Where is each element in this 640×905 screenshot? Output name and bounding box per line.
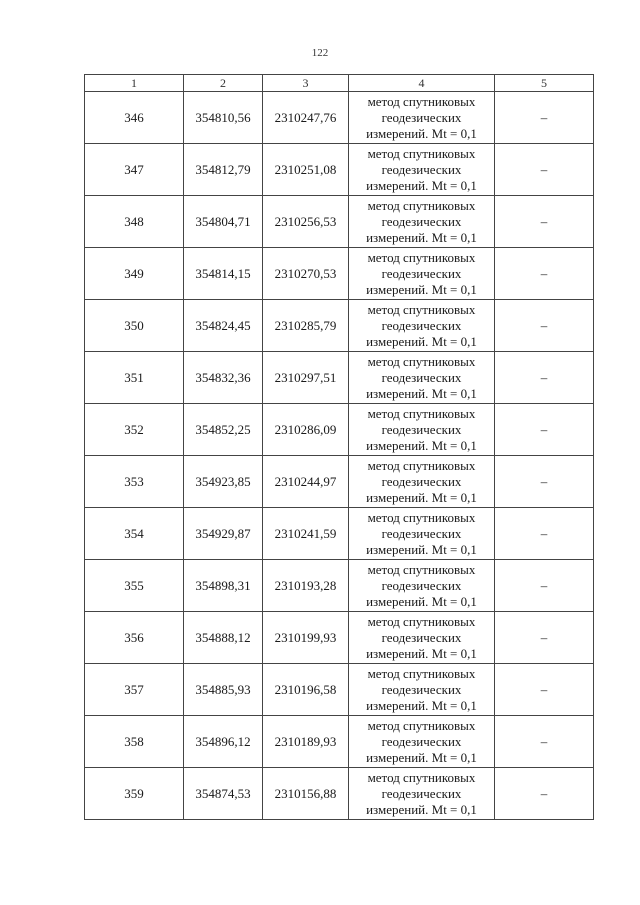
table-header-row bbox=[85, 75, 594, 92]
x-coordinate-cell: 354885,93 bbox=[184, 664, 263, 716]
method-cell bbox=[349, 456, 495, 508]
y-coordinate-cell: 2310247,76 bbox=[263, 92, 349, 144]
method-line: геодезических bbox=[381, 213, 462, 229]
point-number-cell: 352 bbox=[85, 404, 184, 456]
method-cell bbox=[349, 248, 495, 300]
method-line: геодезических bbox=[381, 733, 462, 749]
method-line: геодезических bbox=[381, 161, 462, 177]
y-coordinate-cell: 2310244,97 bbox=[263, 456, 349, 508]
x-coordinate-cell: 354852,25 bbox=[184, 404, 263, 456]
method-line: геодезических bbox=[381, 629, 462, 645]
method-line: геодезических bbox=[381, 525, 462, 541]
method-line: геодезических bbox=[381, 265, 462, 281]
header-cell: 5 bbox=[495, 75, 594, 92]
note-cell: – bbox=[495, 248, 594, 300]
table-row bbox=[85, 92, 594, 144]
table-row bbox=[85, 352, 594, 404]
method-line: геодезических bbox=[381, 473, 462, 489]
method-cell bbox=[349, 196, 495, 248]
method-cell bbox=[349, 300, 495, 352]
note-cell: – bbox=[495, 92, 594, 144]
note-cell: – bbox=[495, 352, 594, 404]
note-cell: – bbox=[495, 456, 594, 508]
point-number-cell: 357 bbox=[85, 664, 184, 716]
page-number: 122 bbox=[311, 47, 329, 59]
method-line: измерений. Mt = 0,1 bbox=[366, 437, 477, 453]
method-line: измерений. Mt = 0,1 bbox=[366, 385, 477, 401]
point-number-cell: 355 bbox=[85, 560, 184, 612]
y-coordinate-cell: 2310199,93 bbox=[263, 612, 349, 664]
note-cell: – bbox=[495, 664, 594, 716]
table-row bbox=[85, 560, 594, 612]
note-cell: – bbox=[495, 716, 594, 768]
x-coordinate-cell: 354804,71 bbox=[184, 196, 263, 248]
note-cell: – bbox=[495, 768, 594, 820]
method-line: измерений. Mt = 0,1 bbox=[366, 801, 477, 817]
method-cell bbox=[349, 144, 495, 196]
method-line: измерений. Mt = 0,1 bbox=[366, 489, 477, 505]
x-coordinate-cell: 354923,85 bbox=[184, 456, 263, 508]
table-row bbox=[85, 404, 594, 456]
y-coordinate-cell: 2310251,08 bbox=[263, 144, 349, 196]
point-number-cell: 349 bbox=[85, 248, 184, 300]
table-row bbox=[85, 300, 594, 352]
header-cell: 4 bbox=[349, 75, 495, 92]
table-row bbox=[85, 716, 594, 768]
y-coordinate-cell: 2310156,88 bbox=[263, 768, 349, 820]
method-line: измерений. Mt = 0,1 bbox=[366, 541, 477, 557]
method-line: геодезических bbox=[381, 785, 462, 801]
method-line: метод спутниковых bbox=[367, 665, 476, 681]
method-line: измерений. Mt = 0,1 bbox=[366, 281, 477, 297]
method-line: измерений. Mt = 0,1 bbox=[366, 177, 477, 193]
method-cell bbox=[349, 612, 495, 664]
method-line: метод спутниковых bbox=[367, 457, 476, 473]
x-coordinate-cell: 354824,45 bbox=[184, 300, 263, 352]
method-line: метод спутниковых bbox=[367, 405, 476, 421]
method-line: измерений. Mt = 0,1 bbox=[366, 645, 477, 661]
method-line: геодезических bbox=[381, 317, 462, 333]
method-line: метод спутниковых bbox=[367, 509, 476, 525]
y-coordinate-cell: 2310241,59 bbox=[263, 508, 349, 560]
point-number-cell: 347 bbox=[85, 144, 184, 196]
point-number-cell: 350 bbox=[85, 300, 184, 352]
note-cell: – bbox=[495, 196, 594, 248]
method-line: метод спутниковых bbox=[367, 197, 476, 213]
note-cell: – bbox=[495, 612, 594, 664]
header-cell: 3 bbox=[263, 75, 349, 92]
note-cell: – bbox=[495, 144, 594, 196]
y-coordinate-cell: 2310285,79 bbox=[263, 300, 349, 352]
note-cell: – bbox=[495, 404, 594, 456]
method-cell bbox=[349, 352, 495, 404]
x-coordinate-cell: 354898,31 bbox=[184, 560, 263, 612]
y-coordinate-cell: 2310193,28 bbox=[263, 560, 349, 612]
x-coordinate-cell: 354929,87 bbox=[184, 508, 263, 560]
method-cell bbox=[349, 716, 495, 768]
x-coordinate-cell: 354832,36 bbox=[184, 352, 263, 404]
table-row bbox=[85, 248, 594, 300]
method-line: геодезических bbox=[381, 577, 462, 593]
point-number-cell: 356 bbox=[85, 612, 184, 664]
method-line: метод спутниковых bbox=[367, 561, 476, 577]
y-coordinate-cell: 2310286,09 bbox=[263, 404, 349, 456]
point-number-cell: 348 bbox=[85, 196, 184, 248]
method-line: метод спутниковых bbox=[367, 717, 476, 733]
y-coordinate-cell: 2310270,53 bbox=[263, 248, 349, 300]
method-line: измерений. Mt = 0,1 bbox=[366, 125, 477, 141]
y-coordinate-cell: 2310196,58 bbox=[263, 664, 349, 716]
note-cell: – bbox=[495, 300, 594, 352]
method-line: метод спутниковых bbox=[367, 301, 476, 317]
header-cell: 2 bbox=[184, 75, 263, 92]
note-cell: – bbox=[495, 508, 594, 560]
method-line: измерений. Mt = 0,1 bbox=[366, 749, 477, 765]
point-number-cell: 359 bbox=[85, 768, 184, 820]
y-coordinate-cell: 2310189,93 bbox=[263, 716, 349, 768]
method-line: измерений. Mt = 0,1 bbox=[366, 333, 477, 349]
method-line: геодезических bbox=[381, 369, 462, 385]
note-cell: – bbox=[495, 560, 594, 612]
y-coordinate-cell: 2310297,51 bbox=[263, 352, 349, 404]
method-cell bbox=[349, 664, 495, 716]
method-line: метод спутниковых bbox=[367, 145, 476, 161]
point-number-cell: 358 bbox=[85, 716, 184, 768]
method-line: геодезических bbox=[381, 109, 462, 125]
method-line: геодезических bbox=[381, 681, 462, 697]
x-coordinate-cell: 354888,12 bbox=[184, 612, 263, 664]
table-row bbox=[85, 664, 594, 716]
method-line: метод спутниковых bbox=[367, 249, 476, 265]
point-number-cell: 353 bbox=[85, 456, 184, 508]
x-coordinate-cell: 354814,15 bbox=[184, 248, 263, 300]
method-cell bbox=[349, 92, 495, 144]
x-coordinate-cell: 354896,12 bbox=[184, 716, 263, 768]
x-coordinate-cell: 354874,53 bbox=[184, 768, 263, 820]
table-row bbox=[85, 768, 594, 820]
method-line: метод спутниковых bbox=[367, 769, 476, 785]
method-cell bbox=[349, 508, 495, 560]
method-cell bbox=[349, 404, 495, 456]
x-coordinate-cell: 354810,56 bbox=[184, 92, 263, 144]
method-line: геодезических bbox=[381, 421, 462, 437]
method-line: измерений. Mt = 0,1 bbox=[366, 697, 477, 713]
table-row bbox=[85, 508, 594, 560]
coordinates-table bbox=[84, 74, 594, 820]
method-cell bbox=[349, 768, 495, 820]
table-row bbox=[85, 612, 594, 664]
point-number-cell: 351 bbox=[85, 352, 184, 404]
header-cell: 1 bbox=[85, 75, 184, 92]
table-row bbox=[85, 456, 594, 508]
method-line: метод спутниковых bbox=[367, 353, 476, 369]
table-row bbox=[85, 144, 594, 196]
method-cell bbox=[349, 560, 495, 612]
method-line: метод спутниковых bbox=[367, 93, 476, 109]
point-number-cell: 354 bbox=[85, 508, 184, 560]
y-coordinate-cell: 2310256,53 bbox=[263, 196, 349, 248]
method-line: измерений. Mt = 0,1 bbox=[366, 229, 477, 245]
point-number-cell: 346 bbox=[85, 92, 184, 144]
method-line: метод спутниковых bbox=[367, 613, 476, 629]
method-line: измерений. Mt = 0,1 bbox=[366, 593, 477, 609]
table-row bbox=[85, 196, 594, 248]
x-coordinate-cell: 354812,79 bbox=[184, 144, 263, 196]
